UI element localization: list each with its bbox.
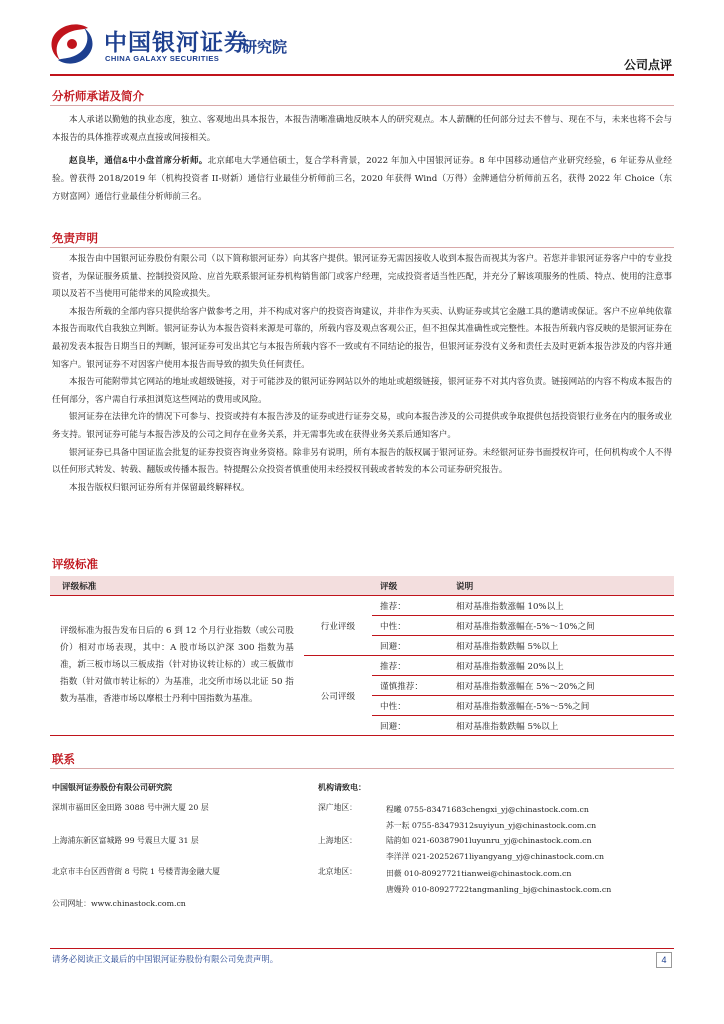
rating-desc: 相对基准指数涨幅在 5%～20%之间 bbox=[448, 676, 674, 696]
header-divider bbox=[50, 74, 674, 76]
galaxy-logo-icon bbox=[48, 22, 96, 66]
disclaimer-paragraph: 本报告由中国银河证券股份有限公司（以下简称银河证券）向其客户提供。银河证券无需因接收人收到本报告而视其为客户。若您并非银河证券客户中的专业投资者，为保证服务质量、控制投资风险、应首先联系银河证券机构销售部门或客户经理，完成投资者适当性匹配，并充分了解该项服务的性质、特点、使用的注意事项以及若不当使用可能带来的风险或损失。 bbox=[52, 254, 672, 300]
region-label: 上海地区： bbox=[318, 836, 357, 845]
disclaimer-body bbox=[52, 251, 672, 497]
report-type: 公司点评 bbox=[623, 58, 672, 72]
contact-title-underline bbox=[50, 768, 674, 769]
research-institute-name: 中国银河证券股份有限公司研究院 bbox=[52, 783, 172, 792]
col-standard-header: 评级标准 bbox=[50, 576, 372, 596]
disclaimer-paragraph: 银河证券已具备中国证监会批复的证券投资咨询业务资格。除非另有说明，所有本报告的版权属于银河证券。未经银河证券书面授权许可，任何机构或个人不得以任何形式转发、转载、翻版或传播本报告。特提醒公众投资者慎重使用未经授权刊载或者转发的本公司证券研究报告。 bbox=[52, 447, 672, 476]
disclaimer-title-underline bbox=[50, 247, 674, 248]
company-website[interactable]: 公司网址：www.chinastock.com.cn bbox=[52, 899, 186, 908]
address-shenzhen: 深圳市福田区金田路 3088 号中洲大厦 20 层 bbox=[52, 803, 209, 812]
disclaimer-paragraph: 本报告版权归银河证券所有并保留最终解释权。 bbox=[69, 482, 250, 493]
sales-title: 机构请致电： bbox=[318, 783, 366, 792]
address-beijing: 北京市丰台区西营街 8 号院 1 号楼青海金融大厦 bbox=[52, 867, 220, 876]
logo-chinese-name: 中国银河证券 bbox=[104, 29, 248, 55]
industry-rating-label: 行业评级 bbox=[304, 596, 372, 656]
institute-label: 研究院 bbox=[242, 39, 288, 56]
rating-desc: 相对基准指数涨幅 20%以上 bbox=[448, 656, 674, 676]
rating-desc: 相对基准指数涨幅在-5%～10%之间 bbox=[448, 616, 674, 636]
company-rating-label: 公司评级 bbox=[304, 656, 372, 736]
contact-entry[interactable]: 李洋洋 021-20252671liyangyang_yj@chinastock.com.cn bbox=[386, 852, 604, 861]
analyst-section-title: 分析师承诺及简介 bbox=[52, 91, 144, 103]
analyst-statement-text: 本人承诺以勤勉的执业态度，独立、客观地出具本报告，本报告清晰准确地反映本人的研究观点。本人薪酬的任何部分过去不曾与、现在不与，未来也将不会与本报告的具体推荐或观点直接或间接相关。 bbox=[52, 115, 672, 144]
rating-table-header bbox=[50, 576, 674, 596]
contact-entry[interactable]: 苏一耘 0755-83479312suyiyun_yj@chinastock.com.cn bbox=[386, 821, 597, 830]
region-label: 深广地区： bbox=[318, 803, 357, 812]
disclaimer-paragraph: 本报告所载的全部内容只提供给客户做参考之用，并不构成对客户的投资咨询建议，并非作为买卖、认购证券或其它金融工具的邀请或保证。客户不应单纯依靠本报告而取代自我独立判断。银河证券认为本报告资料来源是可靠的，所载内容及观点客观公正，但不担保其准确性或完整性。本报告所载内容反映的是银河证券在最初发表本报告日期当日的判断，银河证券可发出其它与本报告所载内容不一致或有不同结论的报告，但银河证券没有义务和责任去及时更新本报告涉及的内容并通知客户。银河证券不对因客户使用本报告而导致的损失负任何责任。 bbox=[52, 306, 672, 370]
col-desc-header: 说明 bbox=[448, 576, 674, 596]
disclaimer-section-title: 免责声明 bbox=[52, 233, 98, 245]
analyst-name: 赵良毕，通信&中小盘首席分析师。 bbox=[69, 155, 208, 165]
analyst-bio-text: 北京邮电大学通信硕士，复合学科背景，2022 年加入中国银河证券。8 年中国移动通信产业研究经验，6 年证券从业经验。曾获得 2018/2019 年（机构投资者 II-财新）通信行业最佳分析师前三名，2020 年获得 Wind（万得）金牌通信分析师前五名，获得 2022 年 Choice（东方财富网）通信行业最佳分析师前三名。 bbox=[52, 156, 672, 203]
analyst-bio-paragraph bbox=[52, 151, 672, 207]
rating-desc: 相对基准指数涨幅在-5%～5%之间 bbox=[448, 696, 674, 716]
contact-entry[interactable]: 田薇 010-80927721tianwei@chinastock.com.cn bbox=[386, 869, 572, 878]
disclaimer-paragraph: 银河证券在法律允许的情况下可参与、投资或持有本报告涉及的证券或进行证券交易，或向本报告涉及的公司提供或争取提供包括投资银行业务在内的服务或业务支持。银河证券可能与本报告涉及的公司之间存在业务关系，并无需事先或在获得业务关系后通知客户。 bbox=[52, 412, 672, 440]
rating-value: 回避： bbox=[372, 636, 448, 656]
col-rating-header: 评级 bbox=[372, 576, 448, 596]
company-logo bbox=[48, 22, 96, 66]
contact-entry[interactable]: 唐嫚羚 010-80927722tangmanling_bj@chinastock.com.cn bbox=[386, 885, 612, 894]
rating-standard-text: 评级标准为报告发布日后的 6 到 12 个月行业指数（或公司股价）相对市场表现，其中：A 股市场以沪深 300 指数为基准，新三板市场以三板成指（针对协议转让标的）或三板做市指数（针对做市转让标的）为基准，北交所市场以北证 50 指数为基准，香港市场以摩根士丹利中国指数为基准。 bbox=[50, 596, 304, 736]
rating-value: 谨慎推荐： bbox=[372, 676, 448, 696]
analyst-bio bbox=[52, 151, 672, 207]
region-label: 北京地区： bbox=[318, 867, 357, 876]
analyst-statement bbox=[52, 111, 672, 147]
rating-desc: 相对基准指数跌幅 5%以上 bbox=[448, 716, 674, 736]
contact-section-title: 联系 bbox=[52, 754, 75, 766]
page-number: 4 bbox=[656, 952, 672, 968]
address-shanghai: 上海浦东新区富城路 99 号震旦大厦 31 层 bbox=[52, 836, 199, 845]
footer-divider bbox=[50, 948, 674, 949]
analyst-title-underline bbox=[50, 105, 674, 106]
contact-entry[interactable]: 陆韵如 021-60387901luyunru_yj@chinastock.com.cn bbox=[386, 836, 592, 845]
footer-note: 请务必阅读正文最后的中国银河证券股份有限公司免责声明。 bbox=[52, 954, 279, 964]
rating-value: 推荐： bbox=[372, 596, 448, 616]
rating-desc: 相对基准指数涨幅 10%以上 bbox=[448, 596, 674, 616]
disclaimer-paragraph: 本报告可能附带其它网站的地址或超级链接，对于可能涉及的银河证券网站以外的地址或超级链接，银河证券不对其内容负责。链接网站的内容不构成本报告的任何部分，客户需自行承担浏览这些网站的费用或风险。 bbox=[52, 377, 672, 405]
rating-value: 推荐： bbox=[372, 656, 448, 676]
rating-section-title: 评级标准 bbox=[52, 559, 98, 571]
rating-value: 回避： bbox=[372, 716, 448, 736]
rating-desc: 相对基准指数跌幅 5%以上 bbox=[448, 636, 674, 656]
table-row bbox=[50, 596, 674, 616]
rating-value: 中性： bbox=[372, 696, 448, 716]
logo-english-name: CHINA GALAXY SECURITIES bbox=[105, 54, 220, 63]
rating-table bbox=[50, 576, 674, 736]
contact-entry[interactable]: 程曦 0755-83471683chengxi_yj@chinastock.com.cn bbox=[386, 805, 589, 814]
rating-value: 中性： bbox=[372, 616, 448, 636]
